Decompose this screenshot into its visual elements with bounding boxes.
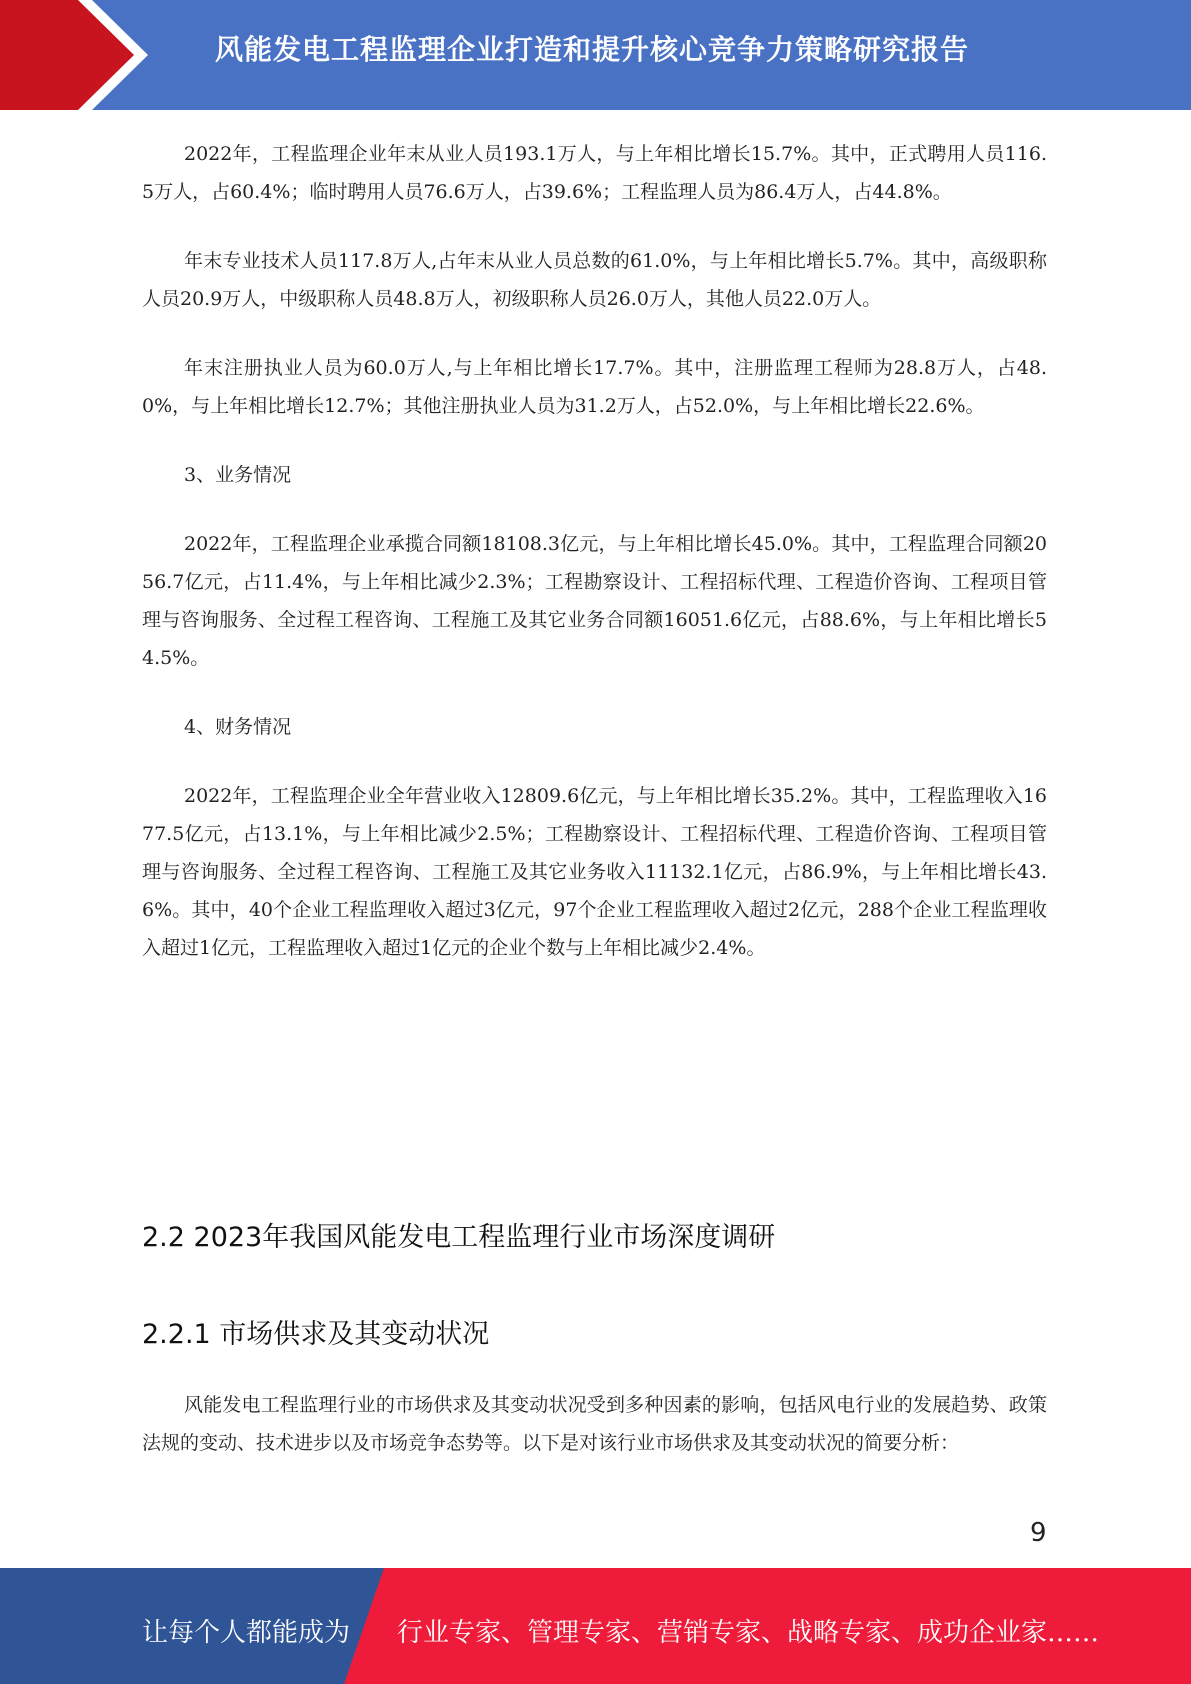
- page-number: 9: [1030, 1518, 1047, 1548]
- paragraph-market-supply: 风能发电工程监理行业的市场供求及其变动状况受到多种因素的影响，包括风电行业的发展趋势、政策法规的变动、技术进步以及市场竞争态势等。以下是对该行业市场供求及其变动状况的简要分析：: [142, 1394, 1047, 1454]
- heading-finance: 4、财务情况: [184, 716, 292, 738]
- subsection-heading: 2.2.1 市场供求及其变动状况: [142, 1319, 490, 1350]
- footer-slogan-left: 让每个人都能成为: [142, 1618, 351, 1648]
- page-header: [0, 0, 1191, 110]
- paragraph-employees: 2022年，工程监理企业年末从业人员193.1万人，与上年相比增长15.7%。其中，正式聘用人员116.5万人，占60.4%；临时聘用人员76.6万人，占39.6%；工程监理人员为86.4万人，占44.8%。: [142, 143, 1047, 203]
- paragraph-registered-staff: 年末注册执业人员为60.0万人,与上年相比增长17.7%。其中，注册监理工程师为28.8万人，占48.0%，与上年相比增长12.7%；其他注册执业人员为31.2万人，占52.0%，与上年相比增长22.6%。: [142, 357, 1047, 417]
- section-heading: 2.2 2023年我国风能发电工程监理行业市场深度调研: [142, 1222, 776, 1253]
- paragraph-finance: 2022年，工程监理企业全年营业收入12809.6亿元，与上年相比增长35.2%。其中，工程监理收入1677.5亿元，占13.1%，与上年相比减少2.5%；工程勘察设计、工程招标代理、工程造价咨询、工程项目管理与咨询服务、全过程工程咨询、工程施工及其它业务收入11132.1亿元，占86.9%，与上年相比增长43.6%。其中，40个企业工程监理收入超过3亿元，97个企业工程监理收入超过2亿元，288个企业工程监理收入超过1亿元，工程监理收入超过1亿元的企业个数与上年相比减少2.4%。: [142, 785, 1047, 959]
- subsection-body: [142, 1386, 1047, 1493]
- page-footer: [0, 1568, 1191, 1684]
- report-title: 风能发电工程监理企业打造和提升核心竞争力策略研究报告: [215, 33, 970, 66]
- footer-slogan-right: 行业专家、管理专家、营销专家、战略专家、成功企业家……: [397, 1618, 1100, 1648]
- body-text: [142, 135, 1047, 998]
- paragraph-technical-staff: 年末专业技术人员117.8万人,占年末从业人员总数的61.0%，与上年相比增长5.7%。其中，高级职称人员20.9万人，中级职称人员48.8万人，初级职称人员26.0万人，其他人员22.0万人。: [142, 250, 1047, 310]
- heading-business: 3、业务情况: [184, 464, 292, 486]
- paragraph-business: 2022年，工程监理企业承揽合同额18108.3亿元，与上年相比增长45.0%。其中，工程监理合同额2056.7亿元，占11.4%，与上年相比减少2.3%；工程勘察设计、工程招标代理、工程造价咨询、工程项目管理与咨询服务、全过程工程咨询、工程施工及其它业务合同额16051.6亿元，占88.6%，与上年相比增长54.5%。: [142, 533, 1047, 669]
